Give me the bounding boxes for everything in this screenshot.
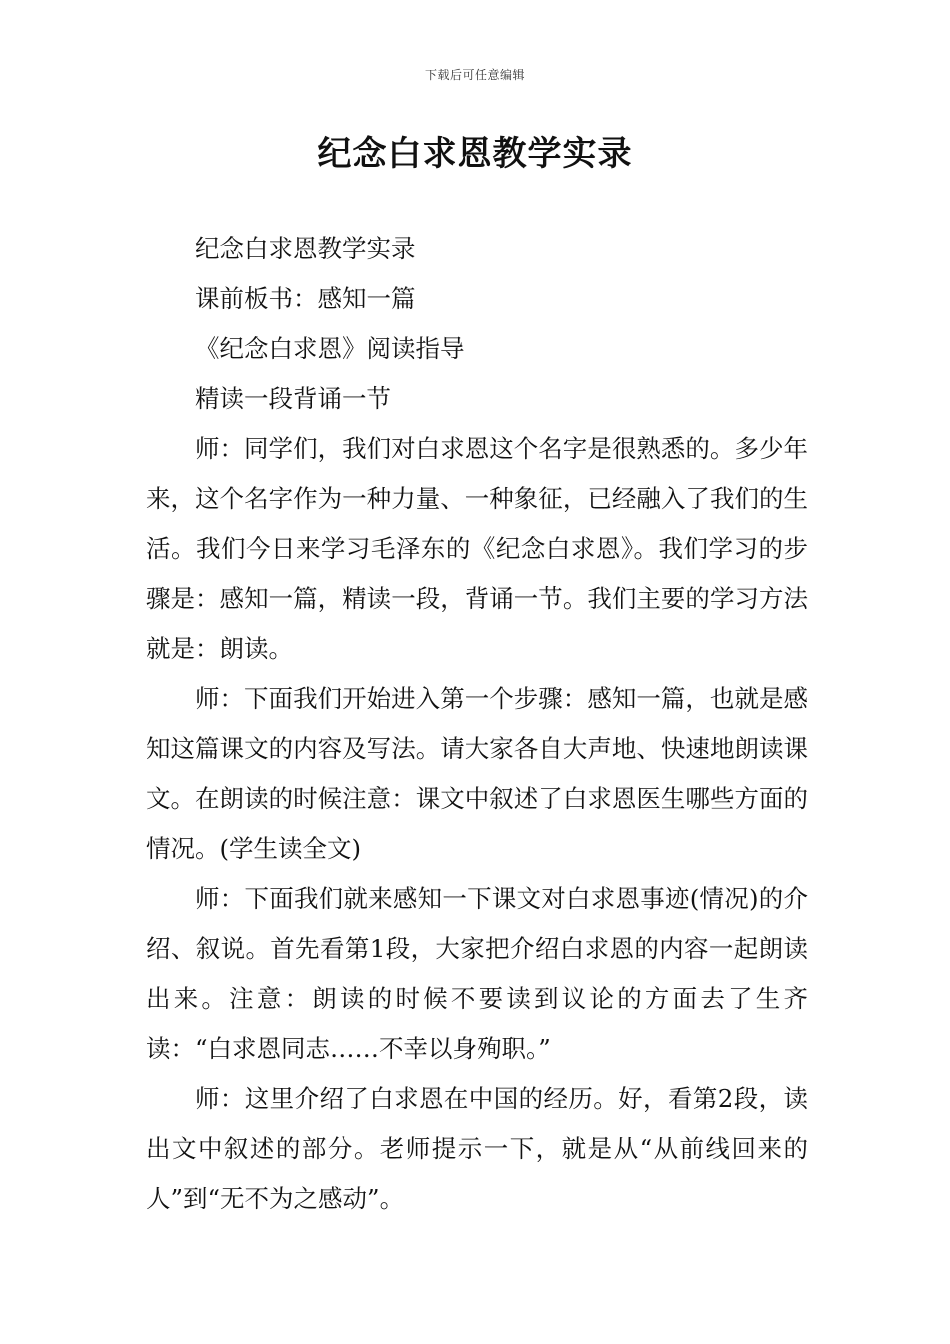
header-note: 下载后可任意编辑 (424, 68, 525, 82)
document-title: 纪念白求恩教学实录 (317, 134, 633, 174)
paragraph-heading: 纪念白求恩教学实录 (195, 234, 416, 263)
paragraph-section-one: 师：下面我们就来感知一下课文对白求恩事迹(情况)的介绍、叙说。首先看第1段，大家把介绍白求恩的内容一起朗读出来。注意：朗读的时候不要读到议论的方面去了生齐读：“白求恩同志……不幸以身殉职。” (146, 884, 808, 1063)
paragraph-step-one: 师：下面我们开始进入第一个步骤：感知一篇，也就是感知这篇课文的内容及写法。请大家各自大声地、快速地朗读课文。在朗读的时候注意：课文中叙述了白求恩医生哪些方面的情况。(学生读全文) (146, 684, 808, 863)
paragraph-board-note: 课前板书：感知一篇 (195, 284, 416, 313)
document-body (146, 224, 808, 1224)
paragraph-steps: 精读一段背诵一节 (195, 384, 391, 413)
paragraph-section-two: 师：这里介绍了白求恩在中国的经历。好，看第2段，读出文中叙述的部分。老师提示一下，就是从“从前线回来的人”到“无不为之感动”。 (146, 1084, 808, 1213)
paragraph-intro: 师：同学们，我们对白求恩这个名字是很熟悉的。多少年来，这个名字作为一种力量、一种象征，已经融入了我们的生活。我们今日来学习毛泽东的《纪念白求恩》。我们学习的步骤是：感知一篇，精读一段，背诵一节。我们主要的学习方法就是：朗读。 (146, 434, 808, 663)
paragraph-reading-guide: 《纪念白求恩》阅读指导 (195, 334, 465, 363)
